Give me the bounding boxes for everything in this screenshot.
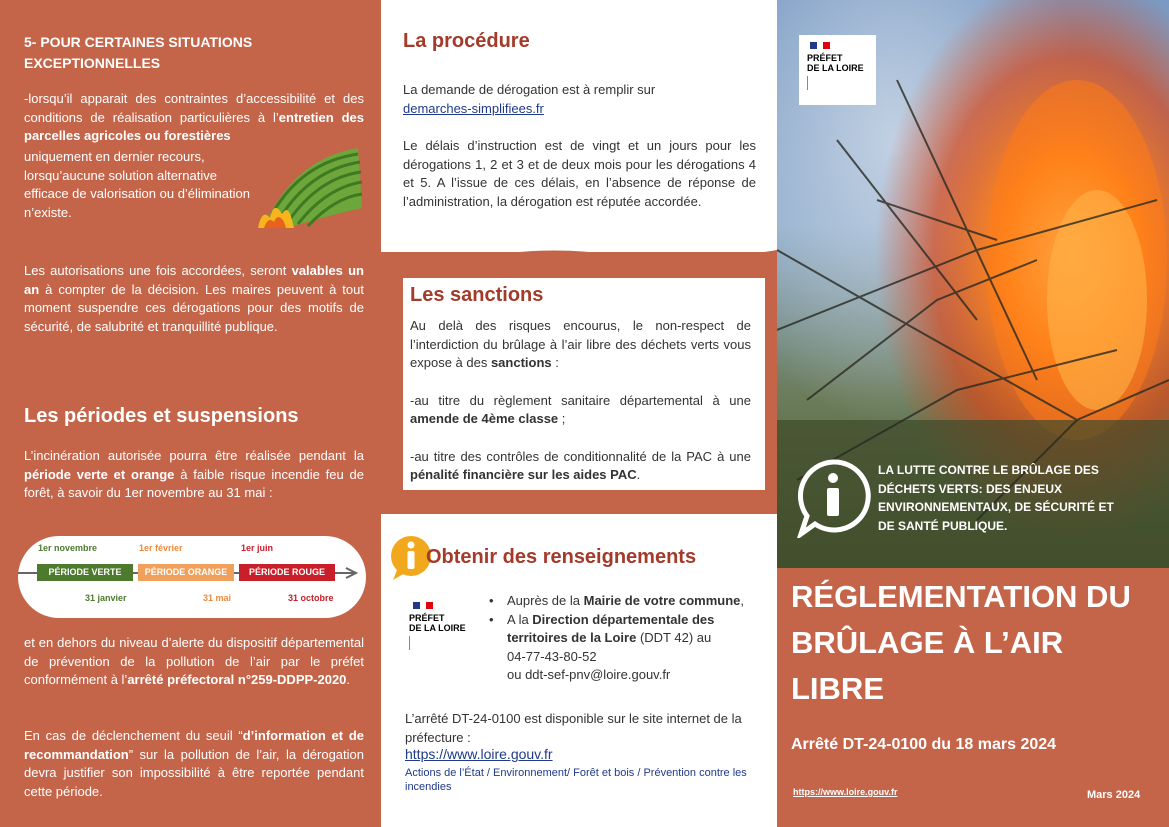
sanctions-p1: Au delà des risques encourus, le non-respect de l’interdiction du brûlage à l’air libre des déchets verts vous expose à des sanctions : [410, 318, 751, 370]
middle-panel [381, 0, 777, 827]
renseignements-title: Obtenir des renseignements [426, 546, 697, 568]
contact-item-mairie: • Auprès de la Mairie de votre commune, [489, 593, 745, 608]
arrete-availability: L’arrêté DT-24-0100 est disponible sur le site internet de la préfecture : [405, 711, 742, 745]
timeline-feb-label: 1er février [139, 543, 183, 553]
sanctions-p3: -au titre des contrôles de conditionnalité de la PAC à une pénalité financière sur les aides PAC. [410, 448, 751, 482]
terraced-fields-illustration [258, 148, 362, 228]
renseignements-section [381, 514, 777, 827]
periode-verte-bar: PÉRIODE VERTE [37, 564, 133, 581]
timeline-arrow-icon [344, 566, 358, 580]
marianne-motto-graphic [807, 76, 833, 90]
prefet-logo-small: PRÉFET DE LA LOIRE [407, 598, 468, 654]
periodes-title: Les périodes et suspensions [24, 405, 299, 427]
timeline-may-label: 31 mai [203, 593, 232, 603]
torn-edge-top [381, 248, 777, 262]
phone-number: 04-77-43-80-52 [507, 648, 597, 664]
email-address[interactable]: ou ddt-sef-pnv@loire.gouv.fr [507, 667, 671, 682]
procedure-p2: Le délais d’instruction est de vingt et un jours pour les dérogations 1, 2 et 3 et de deux mois pour les dérogations 4 et 5. A l’issue de ces délais, en l’absence de réponse de l’administration, la dérogation est réputée accordée. [403, 138, 756, 209]
autorisations-paragraph: Les autorisations une fois accordées, seront valables un an à compter de la décision. Les maires peuvent à tout moment suspendre ces dérogations pour des motifs de sécurité, de salubrité et tranquillité publique. [24, 263, 365, 334]
flag-icon [413, 602, 433, 609]
section5-paragraph-cont: uniquement en dernier recours, lorsqu’aucune solution alternative efficace de valorisation ou d’élimination n’existe. [24, 149, 250, 220]
procedure-title: La procédure [403, 30, 530, 52]
demarches-link[interactable]: demarches-simplifiees.fr [403, 100, 544, 116]
prefecture-site-link[interactable]: https://www.loire.gouv.fr [405, 746, 553, 762]
sanctions-p2: -au titre du règlement sanitaire départemental à une amende de 4ème classe ; [410, 392, 751, 426]
cover-arrete: Arrêté DT-24-0100 du 18 mars 2024 [791, 736, 1057, 753]
info-bubble-icon [793, 458, 873, 538]
flag-icon [810, 42, 830, 49]
periode-rouge-bar: PÉRIODE ROUGE [239, 564, 335, 581]
periode-orange-bar: PÉRIODE ORANGE [138, 564, 234, 581]
cover-title: RÉGLEMENTATION DU BRÛLAGE À L’AIR LIBRE [791, 579, 1131, 706]
site-path: Actions de l’État / Environnement/ Forêt et bois / Prévention contre les incendies [405, 767, 747, 793]
timeline-jun-label: 1er juin [241, 543, 274, 553]
cover-date: Mars 2024 [1087, 789, 1141, 801]
periods-timeline [18, 536, 366, 618]
prefet-logo: PRÉFET DE LA LOIRE [799, 35, 876, 105]
seuil-paragraph: En cas de déclenchement du seuil “d’information et de recommandation” sur la pollution de l’air, la dérogation devra justifier son impossibilité à être reportée pendant cette période. [24, 728, 364, 799]
enjeux-text: LA LUTTE CONTRE LE BRÛLAGE DES DÉCHETS VERTS: DES ENJEUX ENVIRONNEMENTAUX, DE SÉCURITÉ ET DE SANTÉ PUBLIQUE. [878, 463, 1114, 533]
procedure-section [381, 0, 777, 260]
cover-panel [777, 0, 1169, 827]
timeline-jan-label: 31 janvier [85, 593, 127, 603]
section5-title: 5- POUR CERTAINES SITUATIONS EXCEPTIONNELLES [24, 34, 253, 71]
left-panel [0, 0, 381, 827]
contact-item-ddt: • A la Direction départementale des territoires de la Loire (DDT 42) au 04-77-43-80-52 ou ddt-sef-pnv@loire.gouv.fr [489, 611, 715, 682]
periodes-paragraph: L’incinération autorisée pourra être réalisée pendant la période verte et orange à faible risque incendie feu de forêt, à savoir du 1er novembre au 31 mai : [24, 448, 364, 500]
alerte-paragraph: et en dehors du niveau d’alerte du dispositif départemental de prévention de la pollution de l’air par le préfet conformément à l’arrêté préfectoral n°259-DDPP-2020. [24, 635, 364, 687]
cover-site-link[interactable]: https://www.loire.gouv.fr [793, 787, 898, 797]
timeline-oct-label: 31 octobre [288, 593, 334, 603]
timeline-start-label: 1er novembre [38, 543, 98, 553]
sanctions-title: Les sanctions [410, 284, 544, 306]
sanctions-box [403, 278, 765, 490]
section5-paragraph: -lorsqu’il apparait des contraintes d’accessibilité et des conditions de réalisation particulières à l’entretien des parcelles agricoles ou forestières [24, 91, 364, 143]
procedure-p1: La demande de dérogation est à remplir sur demarches-simplifiees.fr [403, 82, 656, 116]
contact-list [489, 592, 751, 685]
marianne-motto-graphic [409, 636, 435, 650]
